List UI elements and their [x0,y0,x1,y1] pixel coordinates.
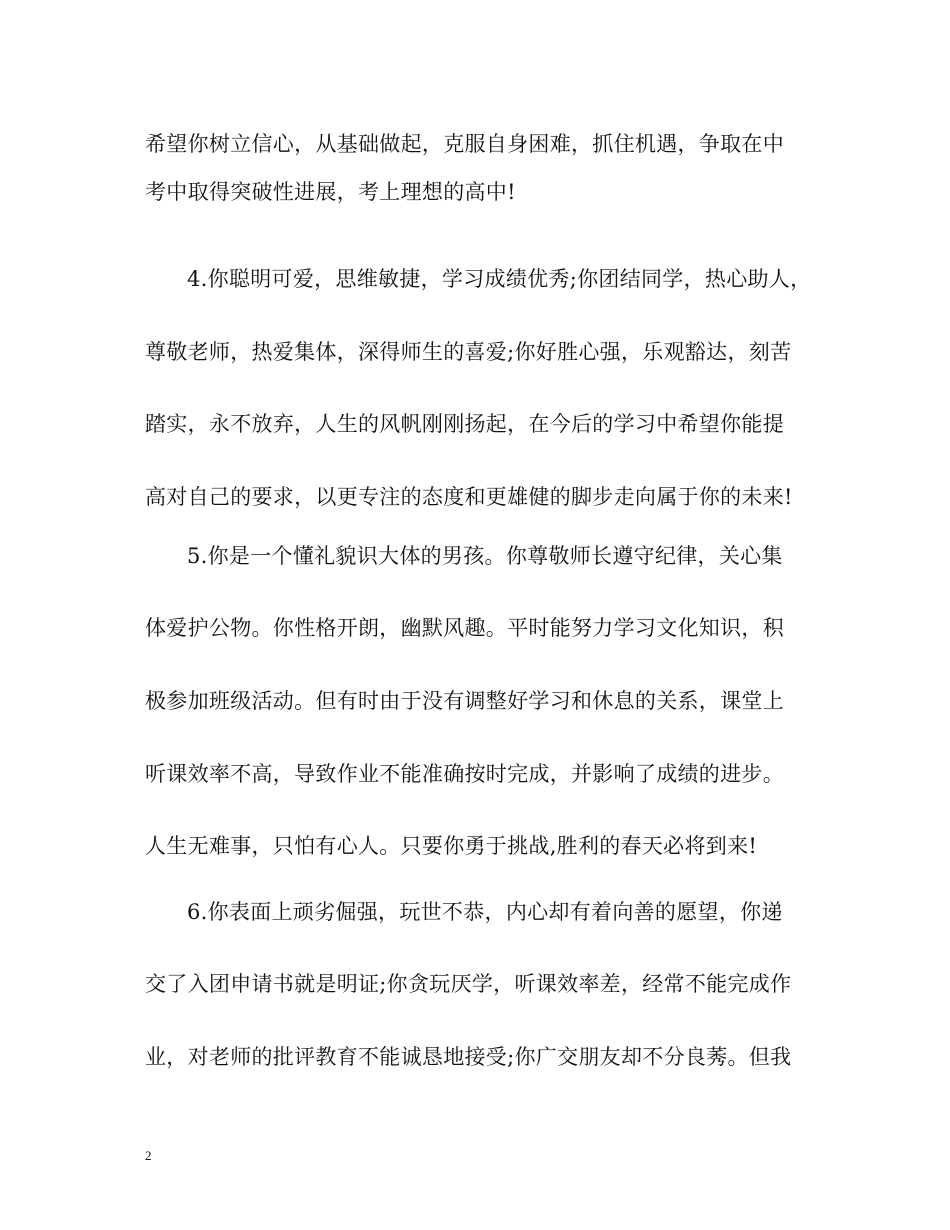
page-number: 2 [145,1148,152,1163]
text-line: 业，对老师的批评教育不能诚恳地接受;你广交朋友却不分良莠。但我 [145,1045,792,1069]
text-line: 体爱护公物。你性格开朗，幽默风趣。平时能努力学习文化知识，积 [145,616,784,640]
text-line: 尊敬老师，热爱集体，深得师生的喜爱;你好胜心强，乐观豁达，刻苦 [145,340,792,364]
paragraph-5-start: 5.你是一个懂礼貌识大体的男孩。你尊敬师长遵守纪律，关心集 [187,544,783,568]
text-line: 人生无难事，只怕有心人。只要你勇于挑战,胜利的春天必将到来! [145,834,758,858]
paragraph-4-start: 4.你聪明可爱，思维敏捷，学习成绩优秀;你团结同学，热心助人， [187,267,812,291]
text-line: 极参加班级活动。但有时由于没有调整好学习和休息的关系，课堂上 [145,689,784,713]
text-line: 踏实，永不放弃，人生的风帆刚刚扬起，在今后的学习中希望你能提 [145,412,784,436]
text-line: 听课效率不高，导致作业不能准确按时完成，并影响了成绩的进步。 [145,762,784,786]
text-line: 交了入团申请书就是明证;你贪玩厌学，听课效率差，经常不能完成作 [145,972,792,996]
text-line: 考中取得突破性进展，考上理想的高中! [145,180,516,204]
text-line: 希望你树立信心，从基础做起，克服自身困难，抓住机遇，争取在中 [145,132,784,156]
paragraph-6-start: 6.你表面上顽劣倔强，玩世不恭，内心却有着向善的愿望，你递 [187,900,783,924]
text-line: 高对自己的要求，以更专注的态度和更雄健的脚步走向属于你的未来! [145,485,793,509]
